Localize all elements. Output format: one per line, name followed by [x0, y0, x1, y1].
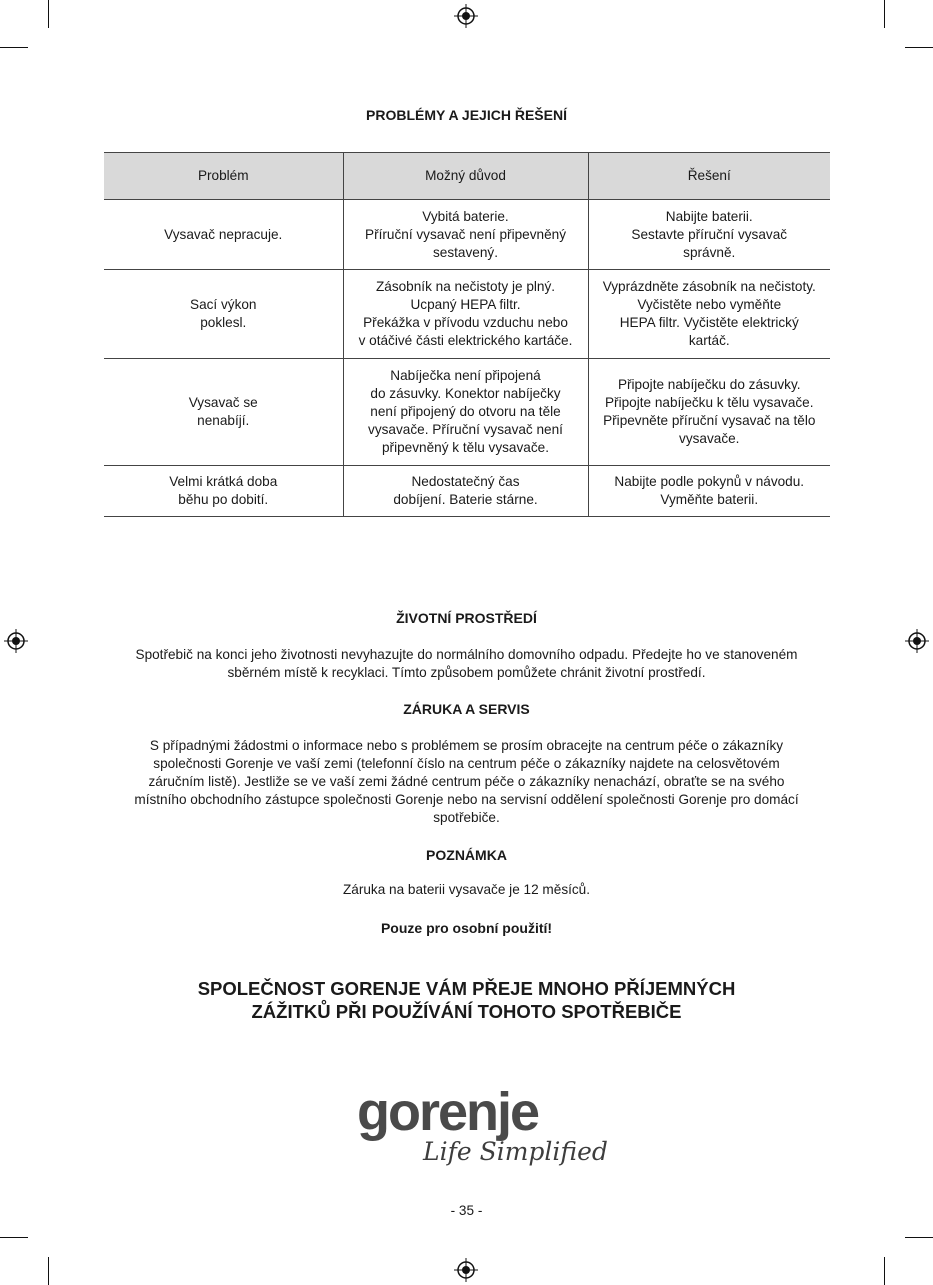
cell-line: vysavače. Příruční vysavač není: [368, 422, 563, 437]
note-heading: POZNÁMKA: [426, 847, 507, 863]
cell-line: Vysavač se: [188, 395, 258, 410]
crop-mark: [0, 47, 28, 48]
cell-line: připevněný k tělu vysavače.: [382, 440, 549, 455]
cell-line: Připevněte příruční vysavač na tělo: [603, 413, 816, 428]
cell-line: Připojte nabíječku k tělu vysavače.: [604, 395, 814, 410]
paragraph-line: místního obchodního zástupce společnosti Gorenje nebo na servisní oddělení společnosti Gorenje pro domácí: [134, 792, 799, 807]
note-text: Záruka na baterii vysavače je 12 měsíců.: [342, 882, 591, 897]
crop-mark: [0, 1237, 28, 1238]
cell-line: Vybitá baterie.: [422, 208, 509, 224]
registration-mark-icon: [454, 4, 478, 28]
cell-line: Příruční vysavač není připevněný: [365, 226, 566, 242]
registration-mark-icon: [454, 1258, 478, 1282]
registration-mark-icon: [4, 629, 28, 653]
crop-mark: [905, 1237, 933, 1238]
table-row: [104, 200, 830, 270]
column-header-solution: Řešení: [588, 153, 830, 200]
cell-line: v otáčivé části elektrického kartáče.: [358, 333, 573, 348]
cell-line: do zásuvky. Konektor nabíječky: [370, 386, 561, 401]
cell-line: není připojený do otvoru na těle: [370, 404, 561, 419]
paragraph-line: Spotřebič na konci jeho životnosti nevyhazujte do normálního domovního odpadu. Předejte ho ve stanoveném: [135, 647, 798, 662]
cell-line: Sací výkon: [190, 297, 257, 312]
closing-line: SPOLEČNOST GORENJE VÁM PŘEJE MNOHO PŘÍJEMNÝCH: [197, 978, 736, 999]
cell-line: nenabíjí.: [197, 413, 250, 428]
crop-mark: [48, 0, 49, 28]
warranty-paragraph: [110, 737, 823, 827]
problem-cell: [104, 200, 343, 270]
table-header-row: [104, 153, 830, 200]
cell-line: poklesl.: [200, 315, 247, 330]
paragraph-line: spotřebiče.: [433, 810, 500, 825]
column-header-problem: Problém: [104, 153, 343, 200]
problem-cell: [104, 466, 343, 517]
cell-line: Nedostatečný čas: [411, 474, 520, 489]
cell-line: kartáč.: [688, 333, 730, 348]
cause-cell: [343, 466, 588, 517]
cell-line: HEPA filtr. Vyčistěte elektrický: [619, 315, 799, 330]
cell-line: Ucpaný HEPA filtr.: [410, 297, 521, 312]
troubleshooting-table: [104, 152, 830, 517]
logo-tagline: Life Simplified: [423, 1137, 608, 1166]
crop-mark: [48, 1257, 49, 1285]
cell-line: Sestavte příruční vysavač: [631, 226, 788, 242]
cell-line: vysavače.: [679, 431, 740, 446]
paragraph-line: sběrném místě k recyklaci. Tímto způsobem pomůžete chránit životní prostředí.: [227, 665, 706, 680]
cell-line: správně.: [683, 244, 736, 260]
cell-line: dobíjení. Baterie stárne.: [393, 492, 538, 507]
solution-cell: [588, 359, 830, 466]
environment-heading: ŽIVOTNÍ PROSTŘEDÍ: [396, 610, 537, 626]
cell-line: Zásobník na nečistoty je plný.: [375, 279, 556, 294]
cell-line: běhu po dobití.: [178, 492, 269, 507]
paragraph-line: S případnými žádostmi o informace nebo s problémem se prosím obracejte na centrum péče o zákazníky: [149, 738, 784, 753]
cell-line: Nabijte podle pokynů v návodu.: [614, 474, 805, 489]
environment-paragraph: [110, 646, 823, 682]
solution-cell: [588, 270, 830, 359]
cell-line: Nabíječka není připojená: [390, 368, 541, 383]
cell-line: Nabijte baterii.: [665, 208, 753, 224]
cause-cell: [343, 270, 588, 359]
solution-cell: [588, 466, 830, 517]
cell-line: Vysavač nepracuje.: [164, 226, 283, 242]
table-row: [104, 466, 830, 517]
cause-cell: [343, 200, 588, 270]
table-row: [104, 270, 830, 359]
cause-cell: [343, 359, 588, 466]
cell-line: Velmi krátká doba: [169, 474, 278, 489]
personal-use-notice: Pouze pro osobní použití!: [380, 920, 553, 936]
cell-line: Vyčistěte nebo vyměňte: [637, 297, 782, 312]
solution-cell: [588, 200, 830, 270]
paragraph-line: záručním listě). Jestliže se ve vaší zemi žádné centrum péče o zákazníky nenachází, obraťte se na svého: [148, 774, 785, 789]
gorenje-logo: gorenje: [357, 1082, 539, 1142]
warranty-heading: ZÁRUKA A SERVIS: [403, 701, 530, 717]
cell-line: Překážka v přívodu vzduchu nebo: [363, 315, 568, 330]
closing-line: ZÁŽITKŮ PŘI POUŽÍVÁNÍ TOHOTO SPOTŘEBIČE: [251, 1001, 682, 1022]
cell-line: Vyměňte baterii.: [660, 492, 759, 507]
crop-mark: [884, 1257, 885, 1285]
cell-line: sestavený.: [433, 244, 498, 260]
registration-mark-icon: [905, 629, 929, 653]
column-header-cause: Možný důvod: [343, 153, 588, 200]
page-title: PROBLÉMY A JEJICH ŘEŠENÍ: [366, 107, 567, 123]
cell-line: Vyprázdněte zásobník na nečistoty.: [602, 279, 816, 294]
paragraph-line: společnosti Gorenje ve vaší zemi (telefonní číslo na centrum péče o zákazníky najdete na celosvětovém: [153, 756, 780, 771]
problem-cell: [104, 270, 343, 359]
problem-cell: [104, 359, 343, 466]
crop-mark: [884, 0, 885, 28]
table-row: [104, 359, 830, 466]
crop-mark: [905, 47, 933, 48]
cell-line: Připojte nabíječku do zásuvky.: [617, 377, 801, 392]
page-number: - 35 -: [450, 1203, 483, 1218]
closing-message: [0, 977, 933, 1023]
